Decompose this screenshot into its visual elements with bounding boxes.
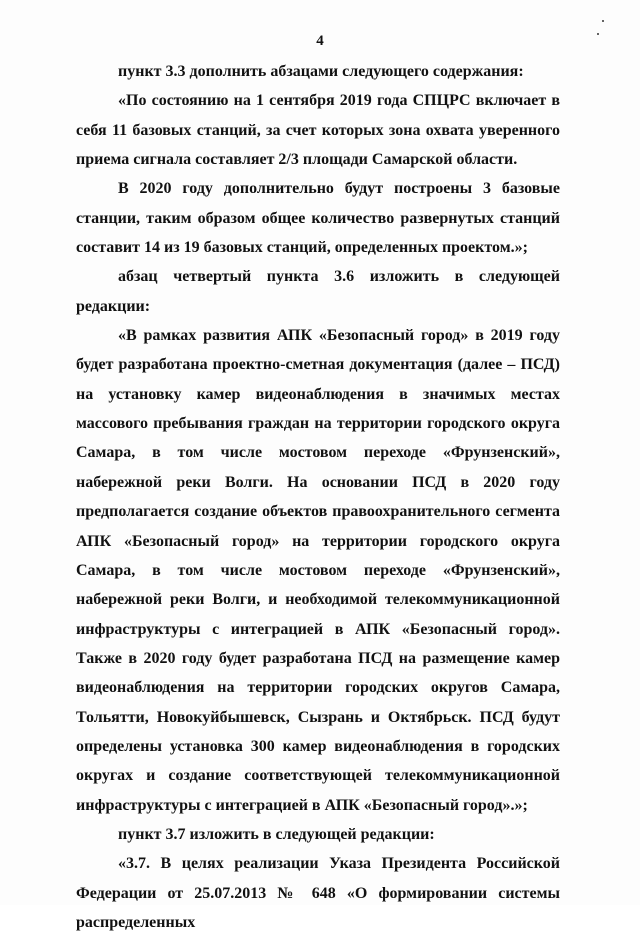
paragraph: пункт 3.3 дополнить абзацами следующего содержания: [118, 63, 524, 80]
paragraph: В 2020 году дополнительно будут построены 3 базовые станции, таким образом общее количество развернутых станций составит 14 из 19 базовых станций, определенных проектом.»; [76, 180, 560, 257]
paragraph: пункт 3.7 изложить в следующей редакции: [118, 825, 435, 843]
paragraph: «В рамках развития АПК «Безопасный город» в 2019 году будет разработана проектно-сметная документация (далее – ПСД) на установку камер видеонаблюдения в значимых местах массового пребывания граждан на территории городского округа Самара, в том числе мостовом переходе «Фрунзенский», набережной реки Волги. На основании ПСД в 2020 году предполагается создание объектов правоохранительного сегмента АПК «Безопасный город» на территории городского округа Самара, в том числе мостовом переходе «Фрунзенский», набережной реки Волги, и необходимой телекоммуникационной инфраструктуры с интеграцией в АПК «Безопасный город». Также в 2020 году будет разработана ПСД на размещение камер видеонаблюдения на территории городских округов Самара, Тольятти, Новокуйбышевск, Сызрань и Октябрьск. ПСД будут определены установка 300 камер видеонаблюдения в городских округах и создание соответствующей телекоммуникационной инфраструктуры с интеграцией в АПК «Безопасный город».»; [76, 327, 560, 814]
paragraph: абзац четвертый пункта 3.6 изложить в следующей редакции: [76, 268, 560, 315]
document-body [76, 57, 560, 937]
paragraph: «По состоянию на 1 сентября 2019 года СПЦРС включает в себя 11 базовых станций, за счет которых зона охвата уверенного приема сигнала составляет 2/3 площади Самарской области. [76, 92, 560, 169]
page-number: 4 [316, 33, 324, 49]
scan-speck [602, 20, 604, 22]
paragraph: «3.7. В целях реализации Указа Президента Российской Федерации от 25.07.2013 № 648 «О формировании системы распределенных [76, 855, 560, 931]
